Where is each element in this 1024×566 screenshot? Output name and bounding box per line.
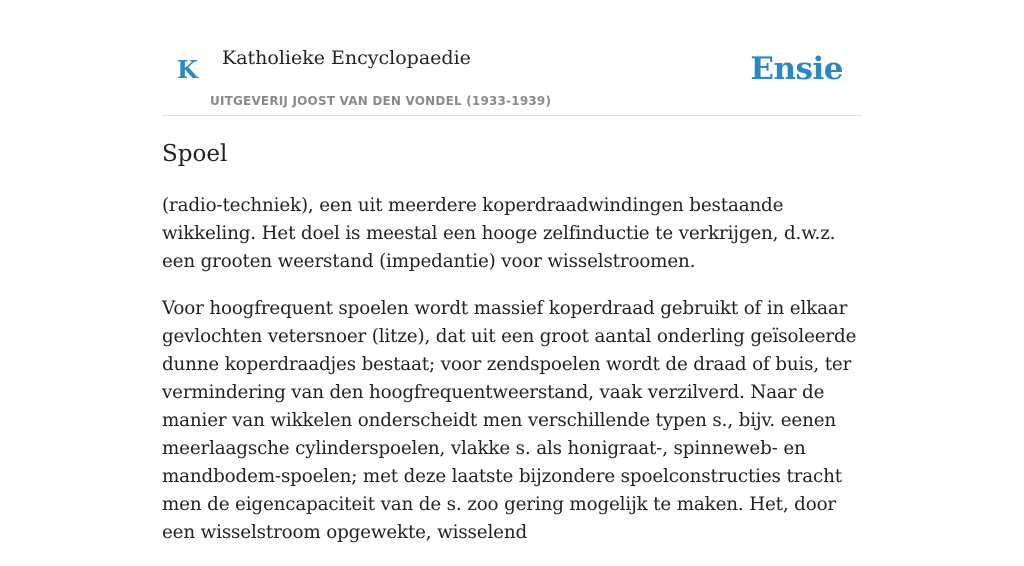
article-title: Spoel bbox=[162, 141, 228, 167]
article-paragraph: (radio-techniek), een uit meerdere koperdraadwindingen bestaande wikkeling. Het doel is meestal een hooge zelfinductie te verkrijgen, d.w.z. een grooten weerstand (impedantie) voor wisselstroomen. bbox=[162, 195, 836, 272]
article-paragraph: Voor hoogfrequent spoelen wordt massief koperdraad gebruikt of in elkaar gevlochten vetersnoer (litze), dat uit een groot aantal onderling geïsoleerde dunne koperdraadjes bestaat; voor zendspoelen wordt de draad of buis, ter vermindering van den hoogfrequentweerstand, vaak verzilverd. Naar de manier van wikkelen onderscheidt men verschillende typen s., bijv. eenen meerlaagsche cylinderspoelen, vlakke s. als honigraat-, spinneweb- en mandbodem-spoelen; met deze laatste bijzondere spoelconstructies tracht men de eigencapaciteit van de s. zoo gering mogelijk te maken. Het, door een wisselstroom opgewekte, wisselend bbox=[162, 298, 857, 543]
encyclopedia-logo[interactable]: K bbox=[177, 55, 198, 84]
article-body bbox=[162, 192, 868, 566]
site-header bbox=[162, 0, 862, 116]
publisher-label: UITGEVERIJ JOOST VAN DEN VONDEL (1933-1939) bbox=[210, 94, 552, 108]
ensie-brand-logo[interactable]: Ensie bbox=[750, 51, 843, 87]
encyclopedia-title[interactable]: Katholieke Encyclopaedie bbox=[222, 47, 471, 69]
